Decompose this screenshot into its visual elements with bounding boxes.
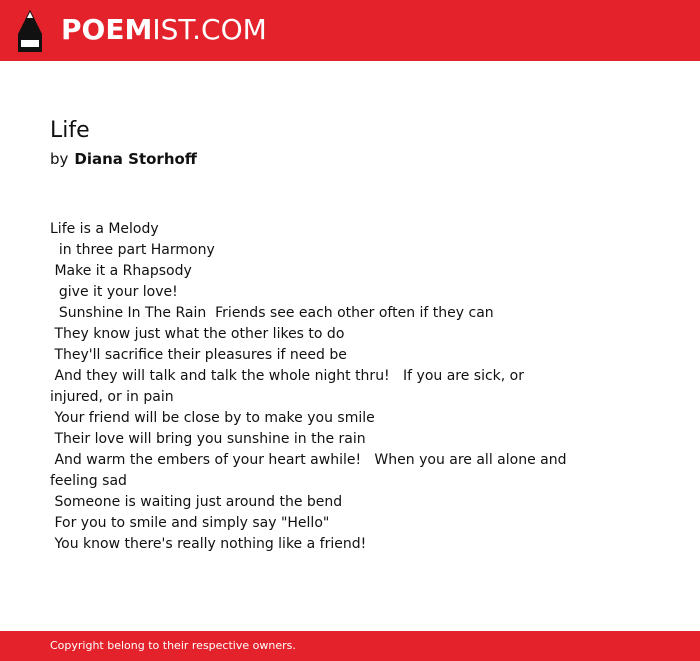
copyright-text: Copyright belong to their respective owners. (50, 639, 296, 652)
logo-text-strong: POEM (61, 13, 153, 46)
poem-line: And warm the embers of your heart awhile! When you are all alone and feeling sad (50, 452, 571, 489)
poem-line: in three part Harmony (50, 242, 215, 258)
poem-line: Someone is waiting just around the bend (50, 494, 343, 510)
byline-prefix: by (50, 150, 69, 168)
poem-line: And they will talk and talk the whole night thru! If you are sick, or injured, or in pain (50, 368, 529, 405)
poem-line: For you to smile and simply say "Hello" (50, 515, 330, 531)
pencil-tip-icon (18, 10, 42, 52)
site-footer (0, 631, 700, 661)
poem-title: Life (50, 118, 90, 143)
poem-line: Make it a Rhapsody (50, 263, 192, 279)
poem-line: Their love will bring you sunshine in the rain (50, 431, 366, 447)
author-link[interactable]: Diana Storhoff (74, 150, 197, 168)
poem-line: Life is a Melody (50, 221, 159, 237)
site-header (0, 0, 700, 61)
poem-line: They know just what the other likes to do (50, 326, 345, 342)
site-logo-link[interactable] (61, 10, 267, 50)
poem-line: You know there's really nothing like a friend! (50, 536, 367, 552)
poem-line: Sunshine In The Rain Friends see each other often if they can (50, 305, 494, 321)
poem-line: give it your love! (50, 284, 178, 300)
byline (50, 148, 197, 170)
poem-line: Your friend will be close by to make you smile (50, 410, 375, 426)
poem-body (50, 219, 570, 555)
poem-line: They'll sacrifice their pleasures if need be (50, 347, 347, 363)
logo-text-light: IST.COM (152, 13, 267, 46)
